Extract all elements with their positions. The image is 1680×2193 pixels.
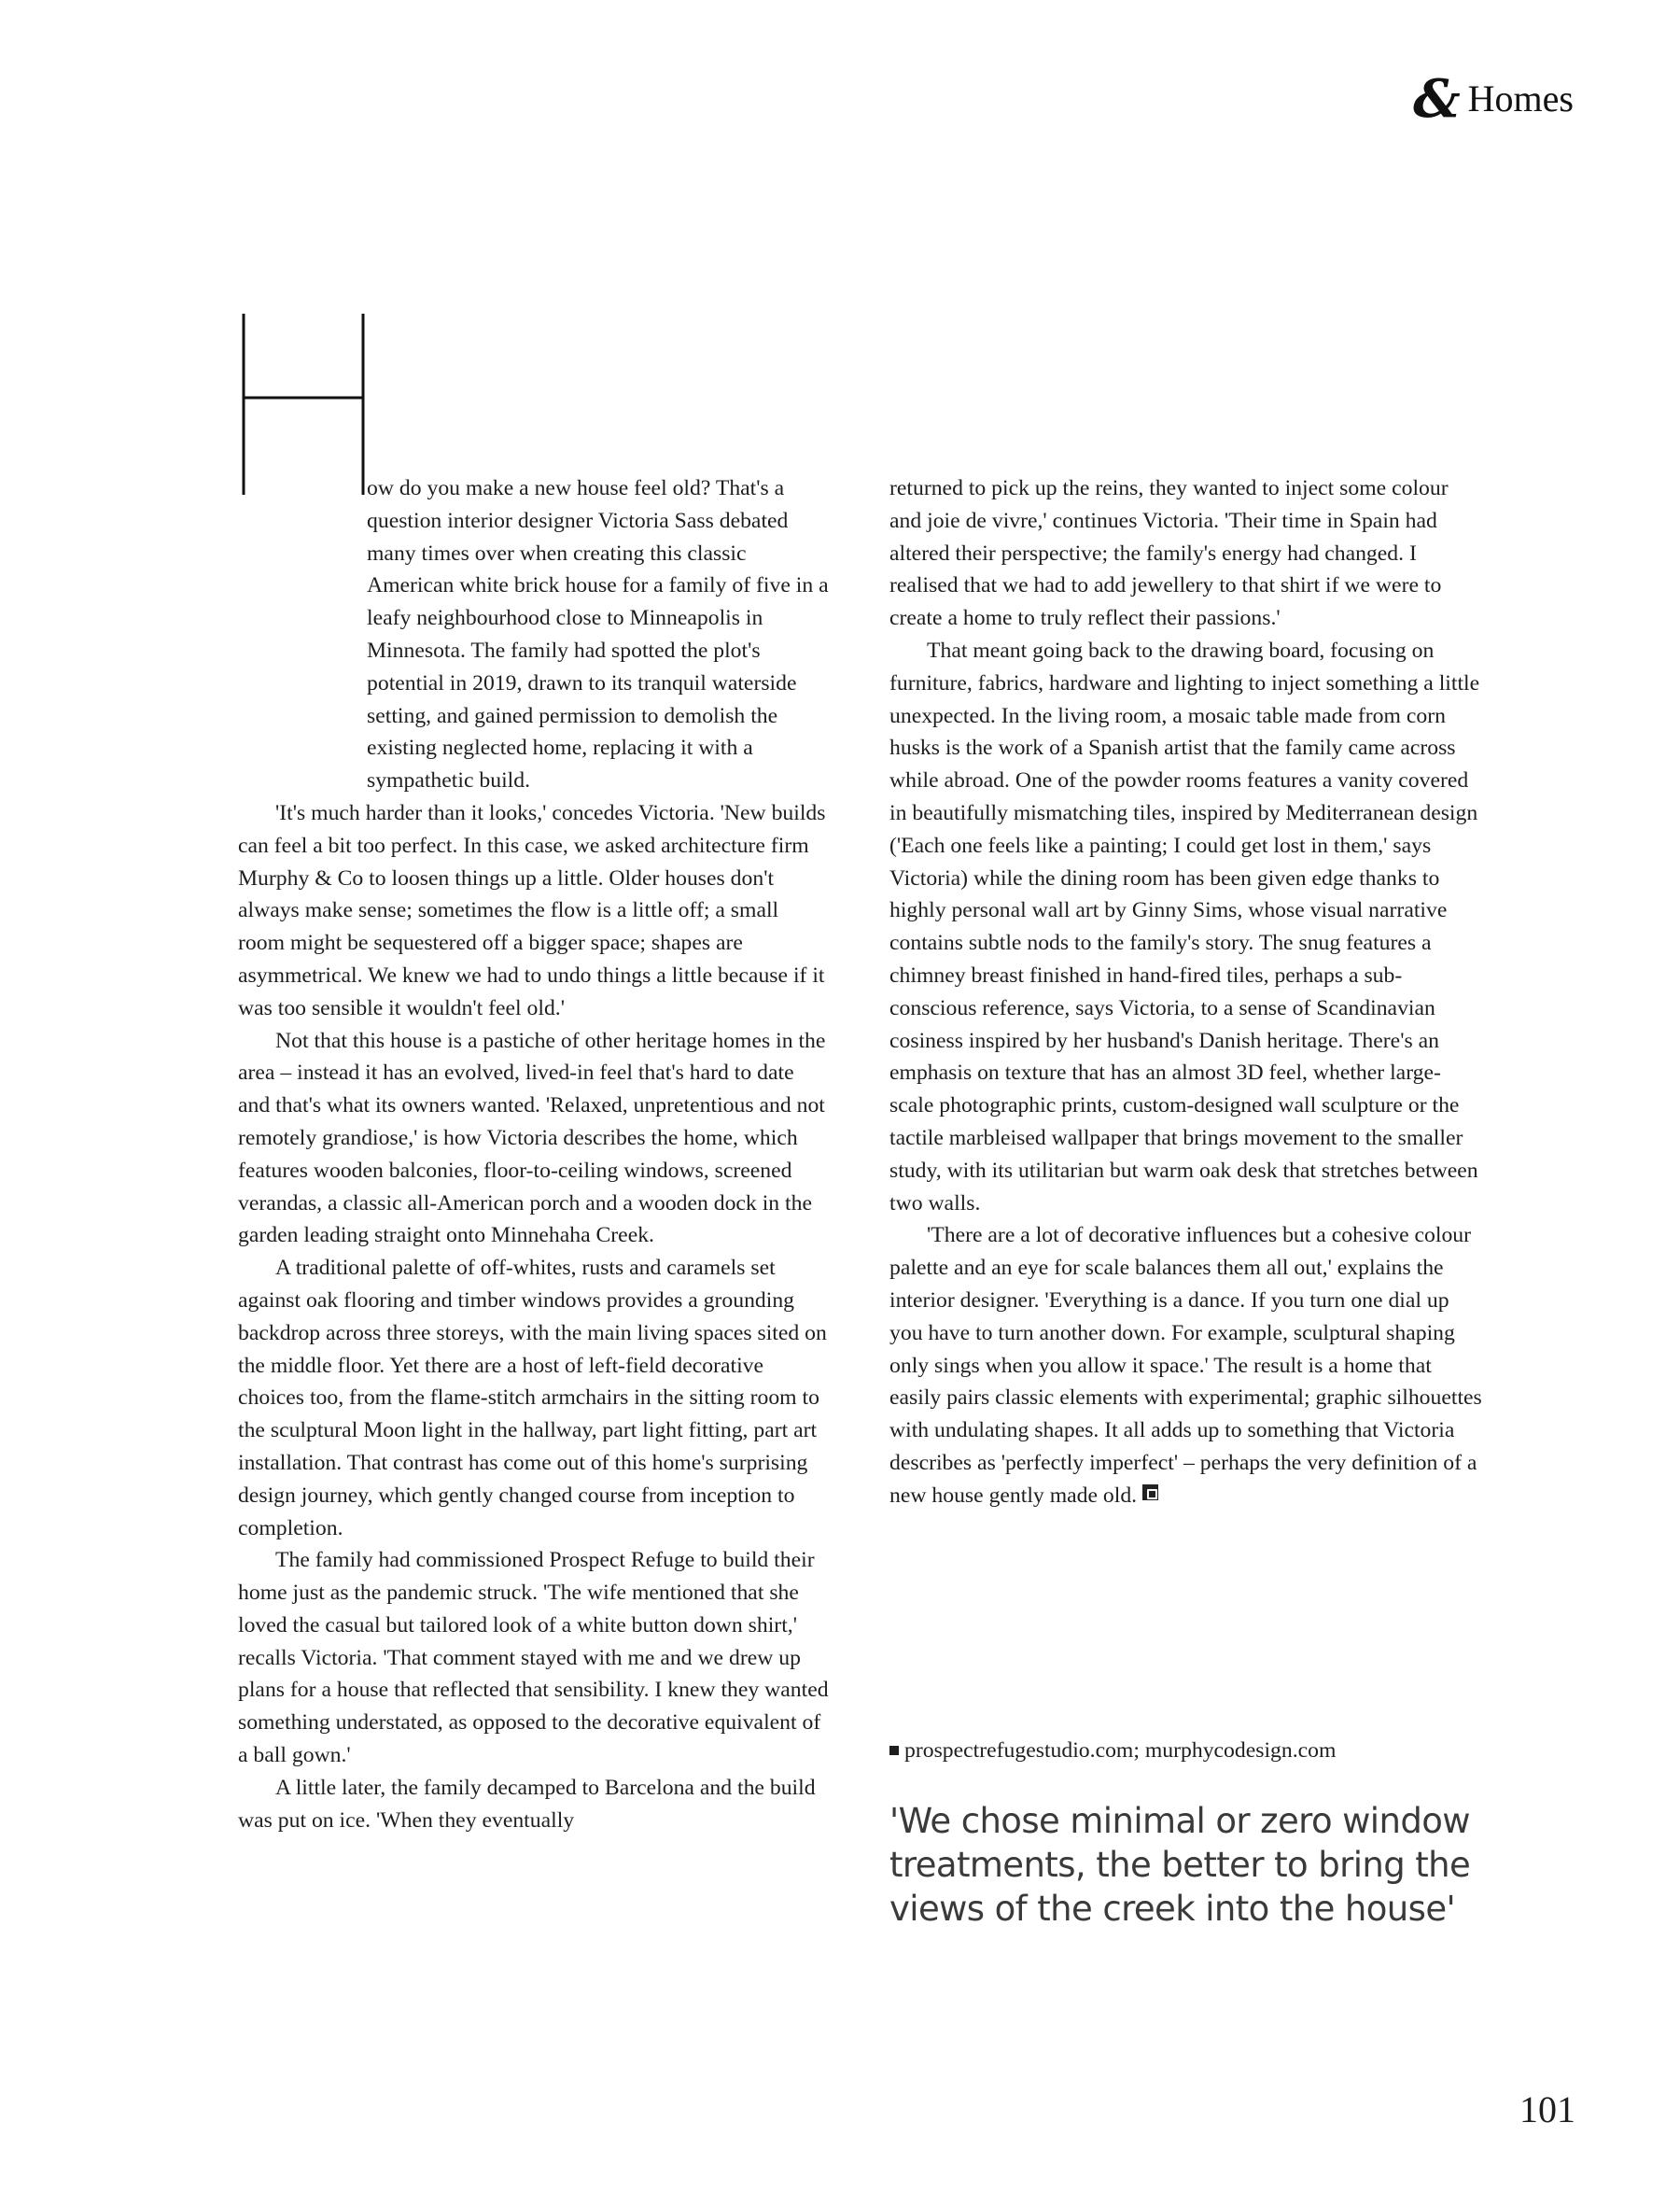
section-title: Homes [1467,77,1574,119]
article-paragraph-text: 'There are a lot of decorative influences but a cohesive colour palette and an eye for scale balances them all out,' explains the interior designer. 'Everything is a dance. If you turn one dial up you have to turn another down. For example, sculptural shaping only sings when you allow it space.' The result is a home that easily pairs classic elements with experimental; graphic silhouettes with undulating shapes. It all adds up to something that Victoria describes as 'perfectly imperfect' – perhaps the very definition of a new house gently made old. [889,1223,1482,1508]
article-paragraph [889,1219,1482,1511]
article-paragraph: The family had commissioned Prospect Refuge to build their home just as the pandemic struck. 'The wife mentioned that she loved the casual but tailored look of a white button down shirt,' recalls Victoria. 'That comment stayed with me and we drew up plans for a house that reflected that sensibility. I knew they wanted something understated, as opposed to the decorative equivalent of a ball gown.' [238,1548,829,1768]
article-paragraph: 'It's much harder than it looks,' concedes Victoria. 'New builds can feel a bit too perfect. In this case, we asked architecture firm Murphy & Co to loosen things up a little. Older houses don't always make sense; sometimes the flow is a little off; a small room might be sequestered off a bigger space; shapes are asymmetrical. We knew we had to undo things a little because if it was too sensible it wouldn't feel old.' [238,800,826,1020]
article-paragraph: That meant going back to the drawing board, focusing on furniture, fabrics, hardware and lighting to inject something a little unexpected. In the living room, a mosaic table made from corn husks is the work of a Spanish artist that the family came across while abroad. One of the powder rooms features a vanity covered in beautifully mismatching tiles, inspired by Mediterranean design ('Each one feels like a painting; I could get lost in them,' says Victoria) while the dining room has been given edge thanks to highly personal wall art by Ginny Sims, whose visual narrative contains subtle nods to the family's story. The snug features a chimney breast finished in hand-fired tiles, perhaps a sub-conscious reference, says Victoria, to a sense of Scandinavian cosiness inspired by her husband's Danish heritage. There's an emphasis on texture that has an almost 3D feel, whether large-scale photographic prints, custom-designed wall sculpture or the tactile marbleised wallpaper that brings movement to the smaller study, with its utilitarian but warm oak desk that stretches between two walls. [889,638,1480,1216]
article-paragraph: A traditional palette of off-whites, rusts and caramels set against oak flooring and timber windows provides a grounding backdrop across three storeys, with the main living spaces sited on the middle floor. Yet there are a host of left-field decorative choices too, from the flame-stitch armchairs in the sitting room to the sculptural Moon light in the hallway, part light fitting, part art installation. That contrast has come out of this home's surprising design journey, which gently changed course from inception to completion. [238,1256,827,1540]
article-paragraph: ow do you make a new house feel old? That's a question interior designer Victoria Sass debated many times over when creating this classic American white brick house for a family of five in a leafy neighbourhood close to Minneapolis in Minnesota. The family had spotted the plot's potential in 2019, drawn to its tranquil waterside setting, and gained permission to demolish the existing neglected home, replacing it with a sympathetic build. [367,476,829,794]
ampersand-logo: & [1413,68,1461,130]
drop-cap-h-glyph [242,314,366,495]
article-paragraph: A little later, the family decamped to Barcelona and the build was put on ice. 'When they eventually [238,1775,816,1833]
article-paragraph: returned to pick up the reins, they wanted to inject some colour and joie de vivre,' continues Victoria. 'Their time in Spain had altered their perspective; the family's energy had changed. I realised that we had to add jewellery to that shirt if we were to create a home to truly reflect their passions.' [889,476,1449,631]
pull-quote: 'We chose minimal or zero window treatments, the better to bring the views of the creek into the house' [889,1801,1471,1929]
credits-links: prospectrefugestudio.com; murphycodesign.com [904,1738,1337,1763]
end-mark-icon [1142,1484,1158,1500]
article-paragraph: Not that this house is a pastiche of other heritage homes in the area – instead it has an evolved, lived-in feel that's hard to date and that's what its owners wanted. 'Relaxed, unpretentious and not remotely grandiose,' is how Victoria describes the home, which features wooden balconies, floor-to-ceiling windows, screened verandas, a classic all-American porch and a wooden dock in the garden leading straight onto Minnehaha Creek. [238,1028,826,1248]
credits-line [889,1735,1543,1766]
article-column-left [238,472,831,1836]
square-bullet-icon [889,1746,899,1755]
drop-cap [242,314,366,495]
section-header [1413,68,1574,130]
article-column-right [889,472,1482,1512]
page-number: 101 [1519,2088,1575,2130]
